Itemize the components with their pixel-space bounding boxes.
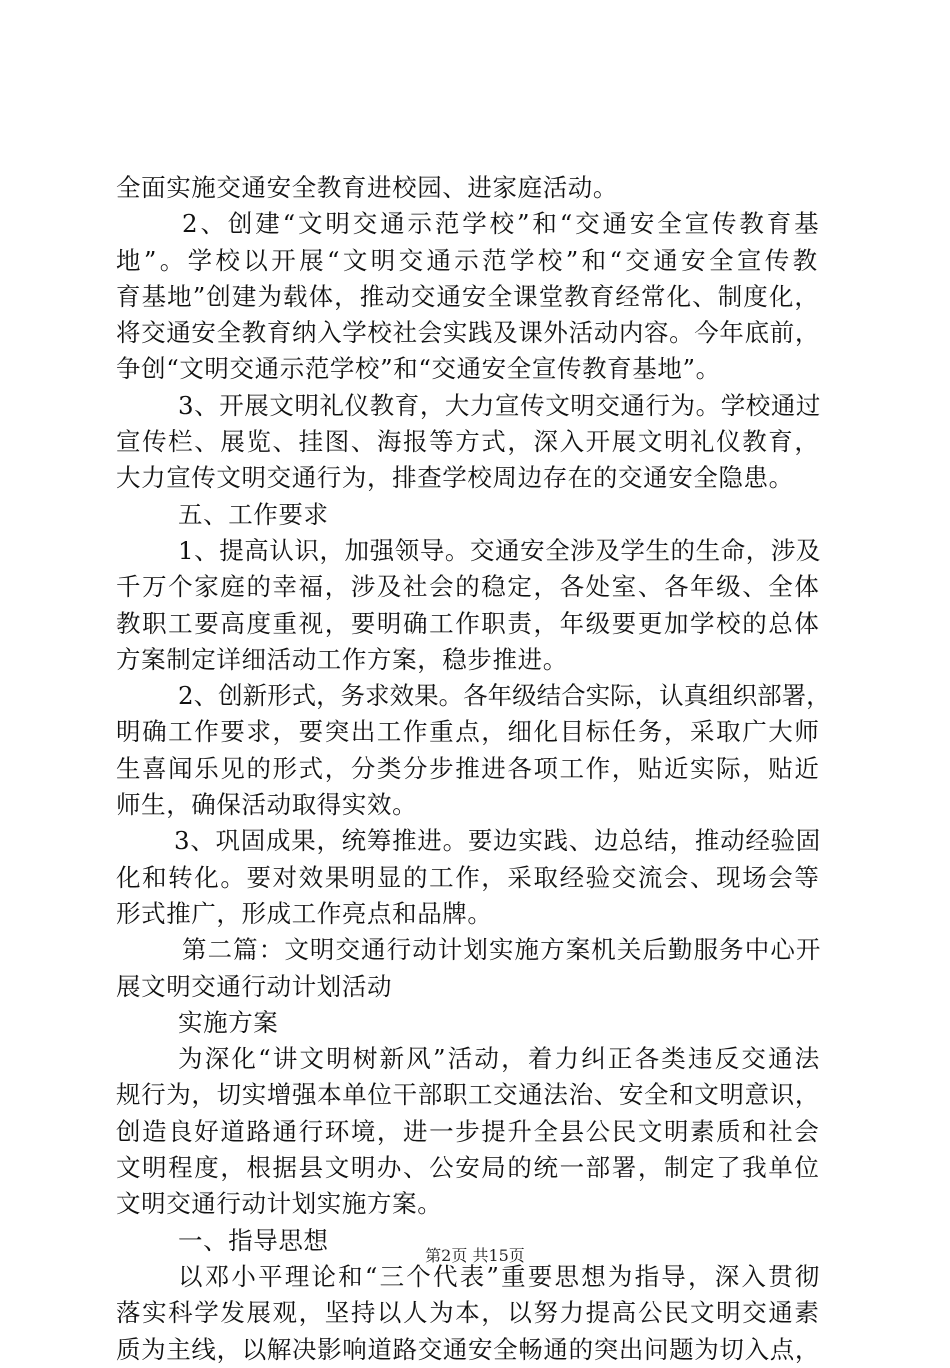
- text-line: 规行为，切实增强本单位干部职工交通法治、安全和文明意识，: [116, 1080, 820, 1110]
- text-line: 争创“文明交通示范学校”和“交通安全宣传教育基地”。: [116, 354, 721, 384]
- text-line: 大力宣传文明交通行为，排查学校周边存在的交通安全隐患。: [116, 463, 794, 493]
- text-line: 全面实施交通安全教育进校园、进家庭活动。: [116, 173, 618, 202]
- text-line: 1、提高认识，加强领导。交通安全涉及学生的生命，涉及: [178, 535, 821, 565]
- text-line: 为深化“讲文明树新风”活动，着力纠正各类违反交通法: [178, 1044, 822, 1074]
- text-line: 2、创新形式，务求效果。各年级结合实际，认真组织部署，: [178, 681, 831, 711]
- text-line: 宣传栏、展览、挂图、海报等方式，深入开展文明礼仪教育，: [116, 427, 821, 457]
- text-line: 化和转化。要对效果明显的工作，采取经验交流会、现场会等: [116, 862, 821, 892]
- text-line: 将交通安全教育纳入学校社会实践及课外活动内容。今年底前，: [116, 318, 820, 348]
- text-line: 2、创建“文明交通示范学校”和“交通安全宣传教育基: [182, 209, 822, 239]
- document-body: [116, 170, 834, 1368]
- text-line: 五、工作要求: [178, 499, 329, 529]
- text-line: 育基地”创建为载体，推动交通安全课堂教育经常化、制度化，: [116, 281, 820, 311]
- text-line: 地”。学校以开展“文明交通示范学校”和“交通安全宣传教: [116, 245, 821, 275]
- text-line: 师生，确保活动取得实效。: [116, 790, 418, 820]
- text-line: 文明交通行动计划实施方案。: [116, 1189, 443, 1219]
- text-line: 千万个家庭的幸福，涉及社会的稳定，各处室、各年级、全体: [116, 572, 821, 602]
- text-line: 以邓小平理论和“三个代表”重要思想为指导，深入贯彻: [178, 1261, 822, 1291]
- text-line: 展文明交通行动计划活动: [116, 971, 393, 1001]
- text-line: 生喜闻乐见的形式，分类分步推进各项工作，贴近实际，贴近: [116, 753, 821, 783]
- text-line: 创造良好道路通行环境，进一步提升全县公民文明素质和社会: [116, 1116, 821, 1146]
- text-line: 形式推广，形成工作亮点和品牌。: [116, 898, 493, 928]
- text-line: 3、开展文明礼仪教育，大力宣传文明交通行为。学校通过: [178, 390, 821, 420]
- page-footer: 第2页 共15页: [425, 1246, 525, 1265]
- text-line: 落实科学发展观，坚持以人为本，以努力提高公民文明交通素: [116, 1298, 821, 1328]
- text-line: 第二篇：文明交通行动计划实施方案机关后勤服务中心开: [182, 935, 822, 965]
- text-line: 一、指导思想: [178, 1225, 329, 1255]
- text-line: 质为主线，以解决影响道路交通安全畅通的突出问题为切入点，: [116, 1334, 820, 1364]
- text-line: 明确工作要求，要突出工作重点，细化目标任务，采取广大师: [116, 717, 821, 747]
- text-line: 方案制定详细活动工作方案，稳步推进。: [116, 644, 568, 674]
- text-line: 文明程度，根据县文明办、公安局的统一部署，制定了我单位: [116, 1153, 821, 1183]
- text-line: 教职工要高度重视，要明确工作职责，年级要更加学校的总体: [116, 608, 821, 638]
- text-line: 3、巩固成果，统筹推进。要边实践、边总结，推动经验固: [174, 826, 821, 856]
- text-line: 实施方案: [178, 1007, 279, 1037]
